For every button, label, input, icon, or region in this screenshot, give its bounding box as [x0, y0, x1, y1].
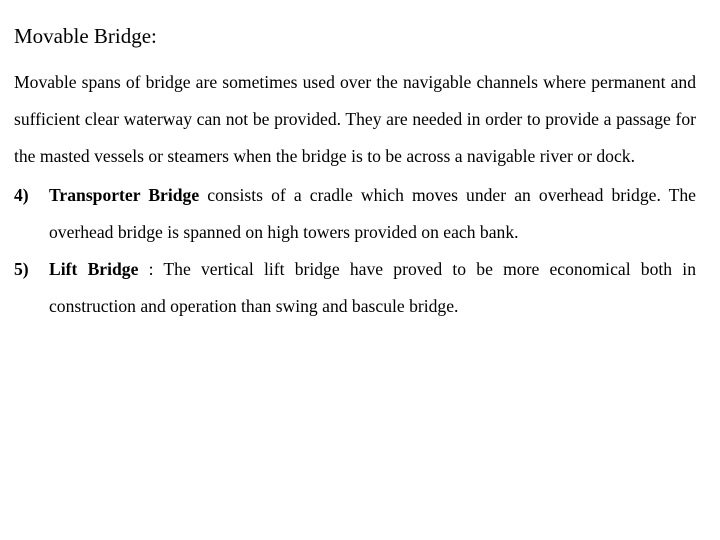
list-item-number: 4) — [14, 185, 29, 205]
list-item-body — [49, 177, 696, 251]
list-item-term: Lift Bridge — [49, 259, 139, 279]
intro-paragraph: Movable spans of bridge are sometimes used over the navigable channels where permanent and sufficient clear waterway can not be provided. They are needed in order to provide a passage for the masted vessels or steamers when the bridge is to be across a navigable river or dock. — [14, 72, 696, 166]
document-page — [14, 22, 696, 325]
section-heading: Movable Bridge: — [14, 24, 157, 48]
list-item-lift-bridge — [14, 251, 696, 325]
list-item-body — [49, 251, 696, 325]
list-item-number: 5) — [14, 259, 29, 279]
list-item-text: consists of a cradle which moves under an overhead bridge. The overhead bridge is spanned on high towers provided on each bank. — [49, 185, 696, 242]
list-item-term: Transporter Bridge — [49, 185, 200, 205]
list-item-transporter-bridge — [14, 177, 696, 251]
list-item-text: : The vertical lift bridge have proved to be more economical both in construction and operation than swing and bascule bridge. — [49, 259, 696, 316]
